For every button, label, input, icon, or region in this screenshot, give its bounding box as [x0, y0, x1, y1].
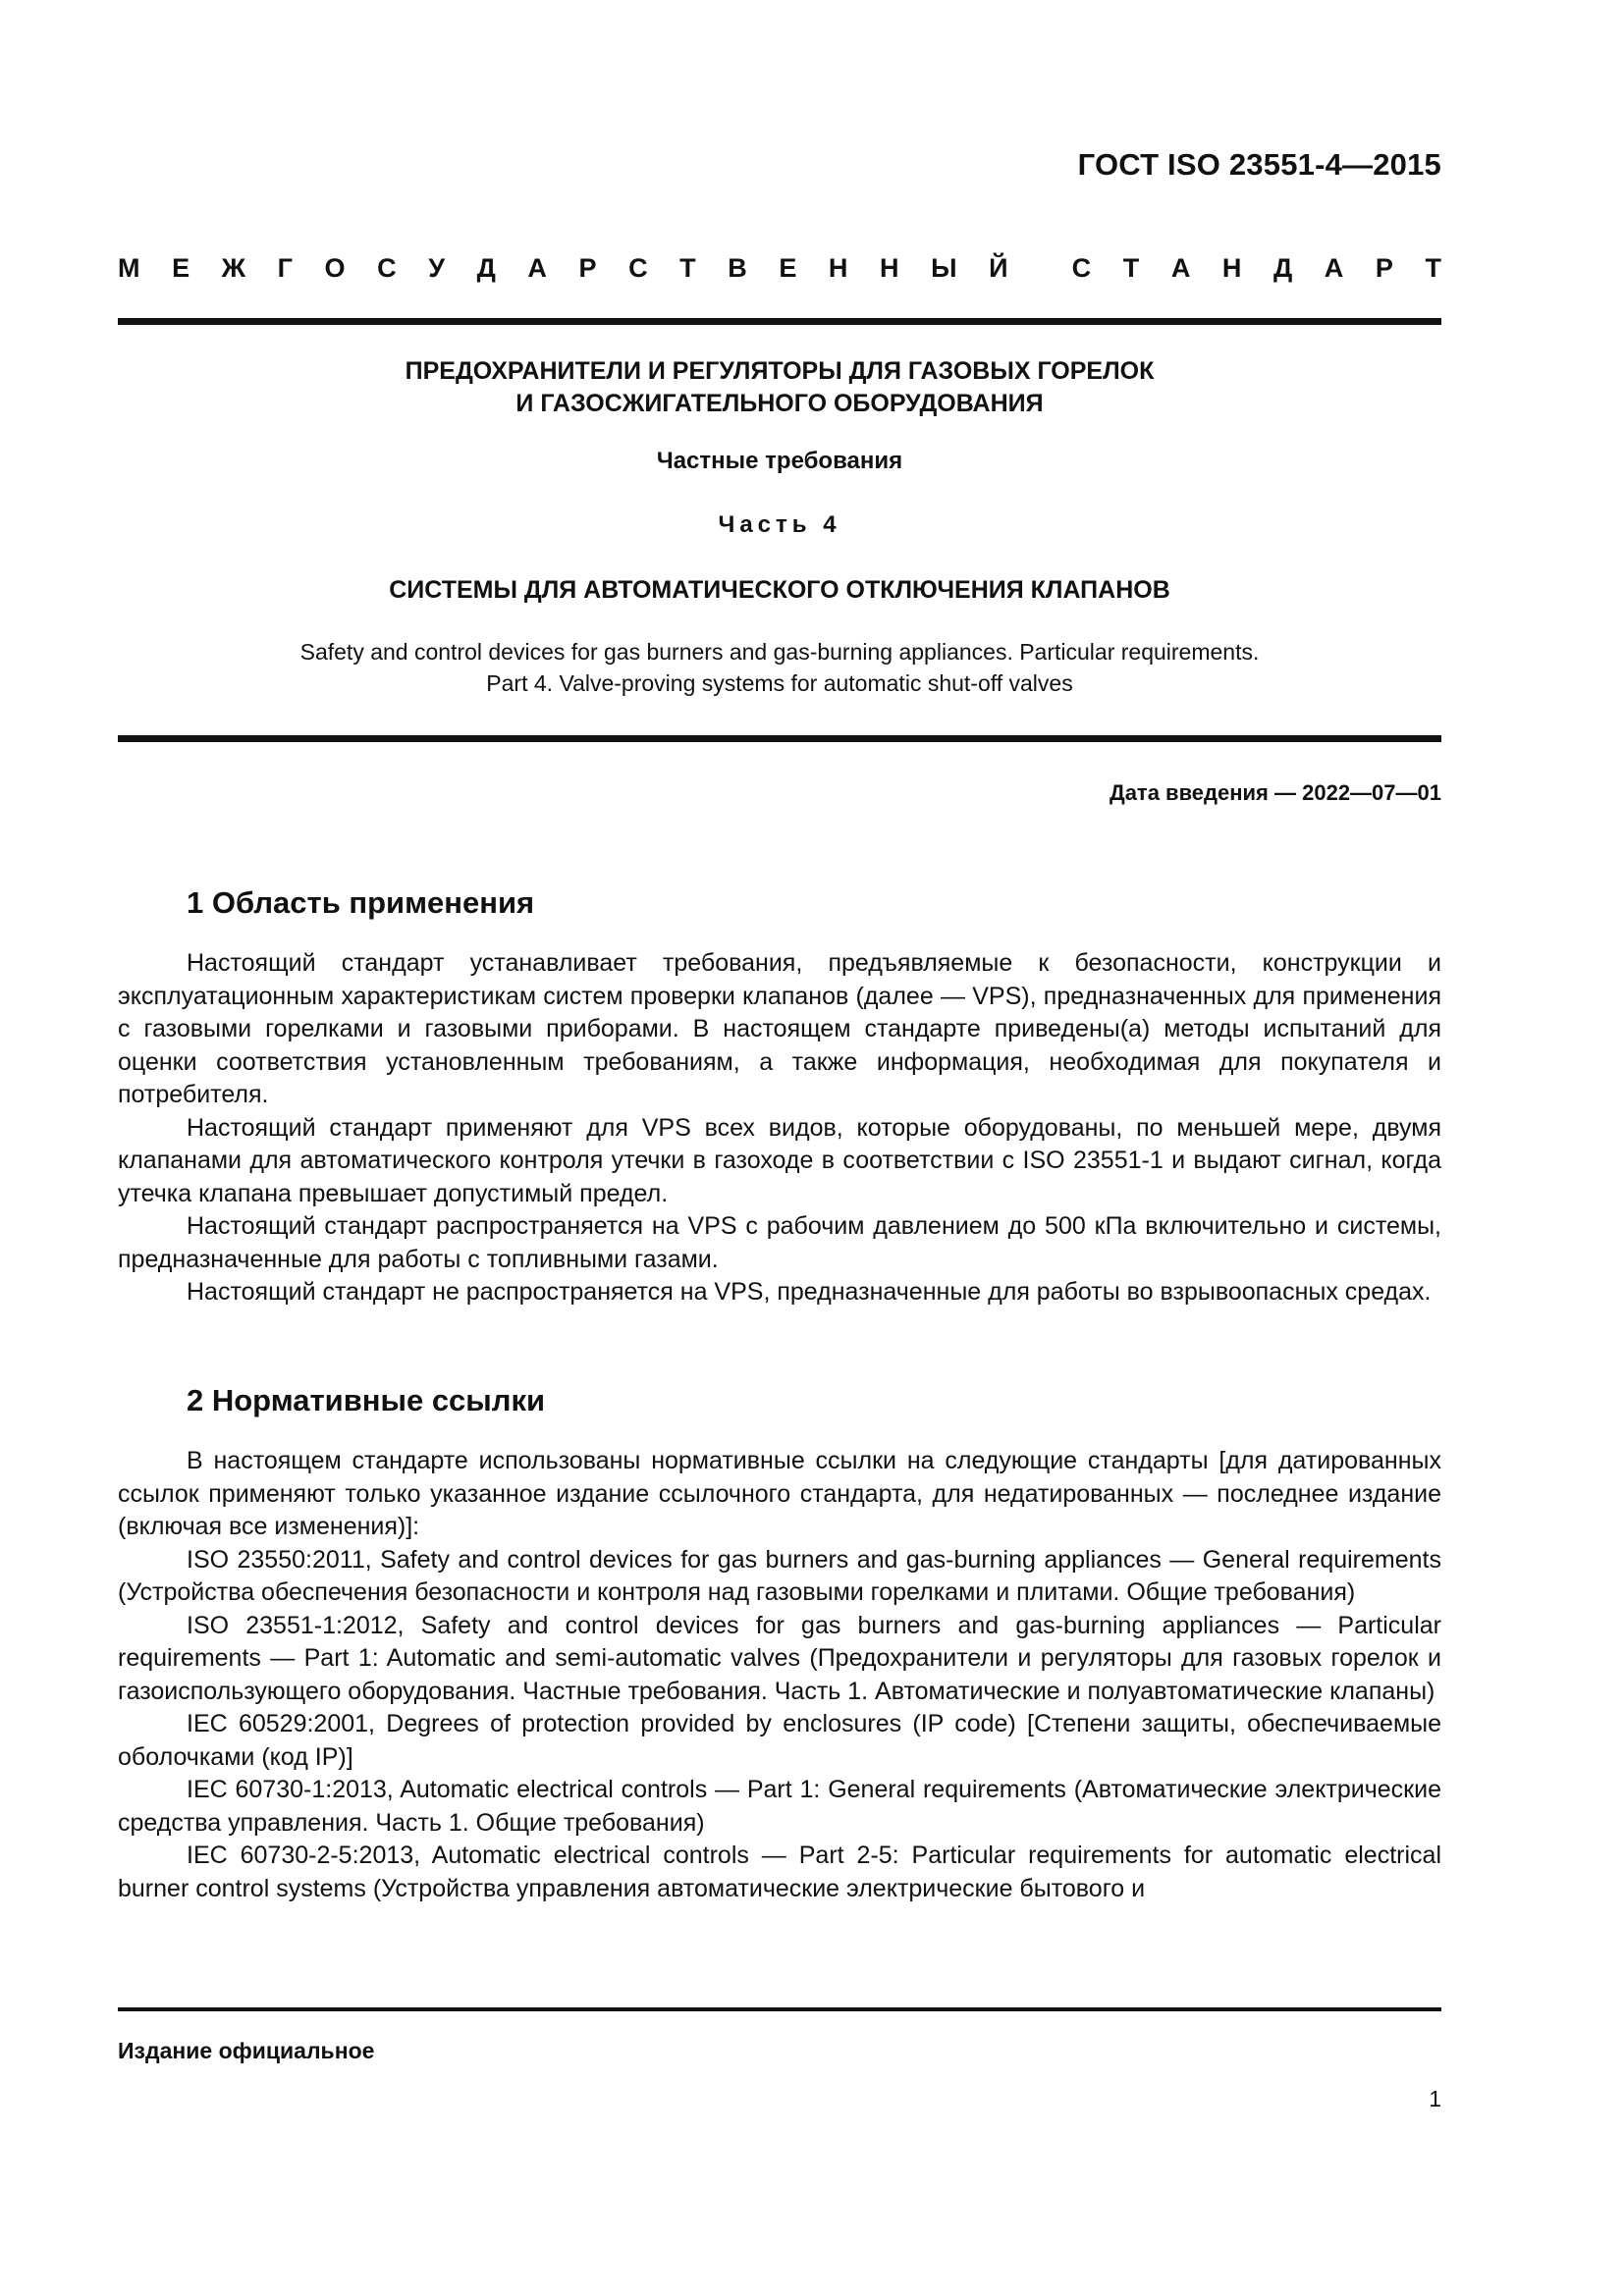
part-title: СИСТЕМЫ ДЛЯ АВТОМАТИЧЕСКОГО ОТКЛЮЧЕНИЯ КЛАПАНОВ [389, 576, 1170, 604]
banner-letter: Г [277, 253, 293, 283]
banner-letter: Н [828, 253, 848, 283]
banner-letter: Ы [931, 253, 957, 283]
banner-letter: Е [172, 253, 190, 283]
banner-letter: Т [1425, 253, 1441, 283]
banner-letter: Н [1221, 253, 1242, 283]
banner-letter: У [428, 253, 446, 283]
banner-letter: Р [1375, 253, 1393, 283]
banner-letter: В [728, 253, 747, 283]
section-body [118, 947, 1441, 1309]
english-title-line: Safety and control devices for gas burners and gas-burning appliances. Particular requirements. [299, 639, 1260, 665]
official-edition-label: Издание официальное [118, 2038, 375, 2063]
banner-letter: Т [679, 253, 696, 283]
page-number: 1 [1429, 2086, 1441, 2111]
banner-letter: С [628, 253, 648, 283]
document-title [118, 355, 1441, 420]
banner-letter: А [1170, 253, 1191, 283]
banner-letter: Д [476, 253, 496, 283]
part-label: Часть 4 [718, 511, 841, 538]
english-title [118, 636, 1441, 699]
banner-letter: Й [989, 253, 1008, 283]
document-subtitle: Частные требования [656, 448, 903, 474]
banner-letter: Ж [221, 253, 246, 283]
banner-letter: А [1324, 253, 1344, 283]
title-divider [118, 735, 1441, 742]
paragraph: В настоящем стандарте использованы нормативные ссылки на следующие стандарты [для датированных ссылок применяют только указанное издание ссылочного стандарта, для недатированных — последнее издание (включая все изменения)]: [118, 1447, 1441, 1540]
header-divider [118, 318, 1441, 325]
section-heading: 1 Область применения [187, 885, 535, 920]
paragraph: Настоящий стандарт устанавливает требования, предъявляемые к безопасности, конструкции и эксплуатационным характеристикам систем проверки клапанов (далее — VPS), предназначенных для применения с газовыми горелками и газовыми приборами. В настоящем стандарте приведены(а) методы испытаний для оценки соответствия установленным требованиям, а также информация, необходимая для покупателя и потребителя. [118, 949, 1441, 1108]
effective-date: Дата введения — 2022—07—01 [1110, 780, 1441, 805]
reference-item: IEC 60730-1:2013, Automatic electrical controls — Part 1: General requirements (Автоматические электрические средства управления. Часть 1. Общие требования) [118, 1776, 1441, 1837]
banner-letter: Р [578, 253, 597, 283]
english-title-line: Part 4. Valve-proving systems for automatic shut-off valves [486, 670, 1073, 696]
banner-letter: Е [779, 253, 797, 283]
standard-type-banner [118, 253, 1441, 284]
title-line: ПРЕДОХРАНИТЕЛИ И РЕГУЛЯТОРЫ ДЛЯ ГАЗОВЫХ ГОРЕЛОК [405, 357, 1155, 385]
banner-letter: С [377, 253, 397, 283]
title-line: И ГАЗОСЖИГАТЕЛЬНОГО ОБОРУДОВАНИЯ [515, 390, 1044, 417]
footer-divider [118, 2007, 1441, 2011]
banner-letter: Н [880, 253, 899, 283]
banner-letter: М [118, 253, 140, 283]
banner-letter: А [527, 253, 547, 283]
section-body [118, 1445, 1441, 1905]
paragraph: Настоящий стандарт распространяется на VPS с рабочим давлением до 500 кПа включительно и системы, предназначенные для работы с топливными газами. [118, 1212, 1441, 1273]
banner-letter: Т [1122, 253, 1140, 283]
paragraph: Настоящий стандарт применяют для VPS всех видов, которые оборудованы, по меньшей мере, двумя клапанами для автоматического контроля утечки в газоходе в соответствии с ISO 23551-1 и выдают сигнал, когда утечка клапана превышает допустимый предел. [118, 1113, 1441, 1207]
banner-letter: Д [1272, 253, 1293, 283]
reference-item: IEC 60730-2-5:2013, Automatic electrical controls — Part 2-5: Particular requirements for automatic electrical burner control systems (Устройства управления автоматические электрические бытового и [118, 1842, 1441, 1902]
document-number: ГОСТ ISO 23551-4—2015 [1077, 147, 1441, 182]
banner-letter: О [324, 253, 346, 283]
banner-letter: С [1071, 253, 1092, 283]
reference-item: IEC 60529:2001, Degrees of protection provided by enclosures (IP code) [Степени защиты, обеспечиваемые оболочками (код IP)] [118, 1710, 1441, 1771]
paragraph: Настоящий стандарт не распространяется на VPS, предназначенные для работы во взрывоопасных средах. [187, 1278, 1432, 1306]
reference-item: ISO 23550:2011, Safety and control devices for gas burners and gas-burning appliances — General requirements (Устройства обеспечения безопасности и контроля над газовыми горелками и плитами. Общие требования) [118, 1545, 1441, 1606]
reference-item: ISO 23551-1:2012, Safety and control devices for gas burners and gas-burning appliances — Particular requirements — Part 1: Automatic and semi-automatic valves (Предохранители и регуляторы для газовых горелок и газоиспользующего оборудования. Частные требования. Часть 1. Автоматические и полуавтоматические клапаны) [118, 1611, 1441, 1705]
section-heading: 2 Нормативные ссылки [187, 1383, 546, 1417]
